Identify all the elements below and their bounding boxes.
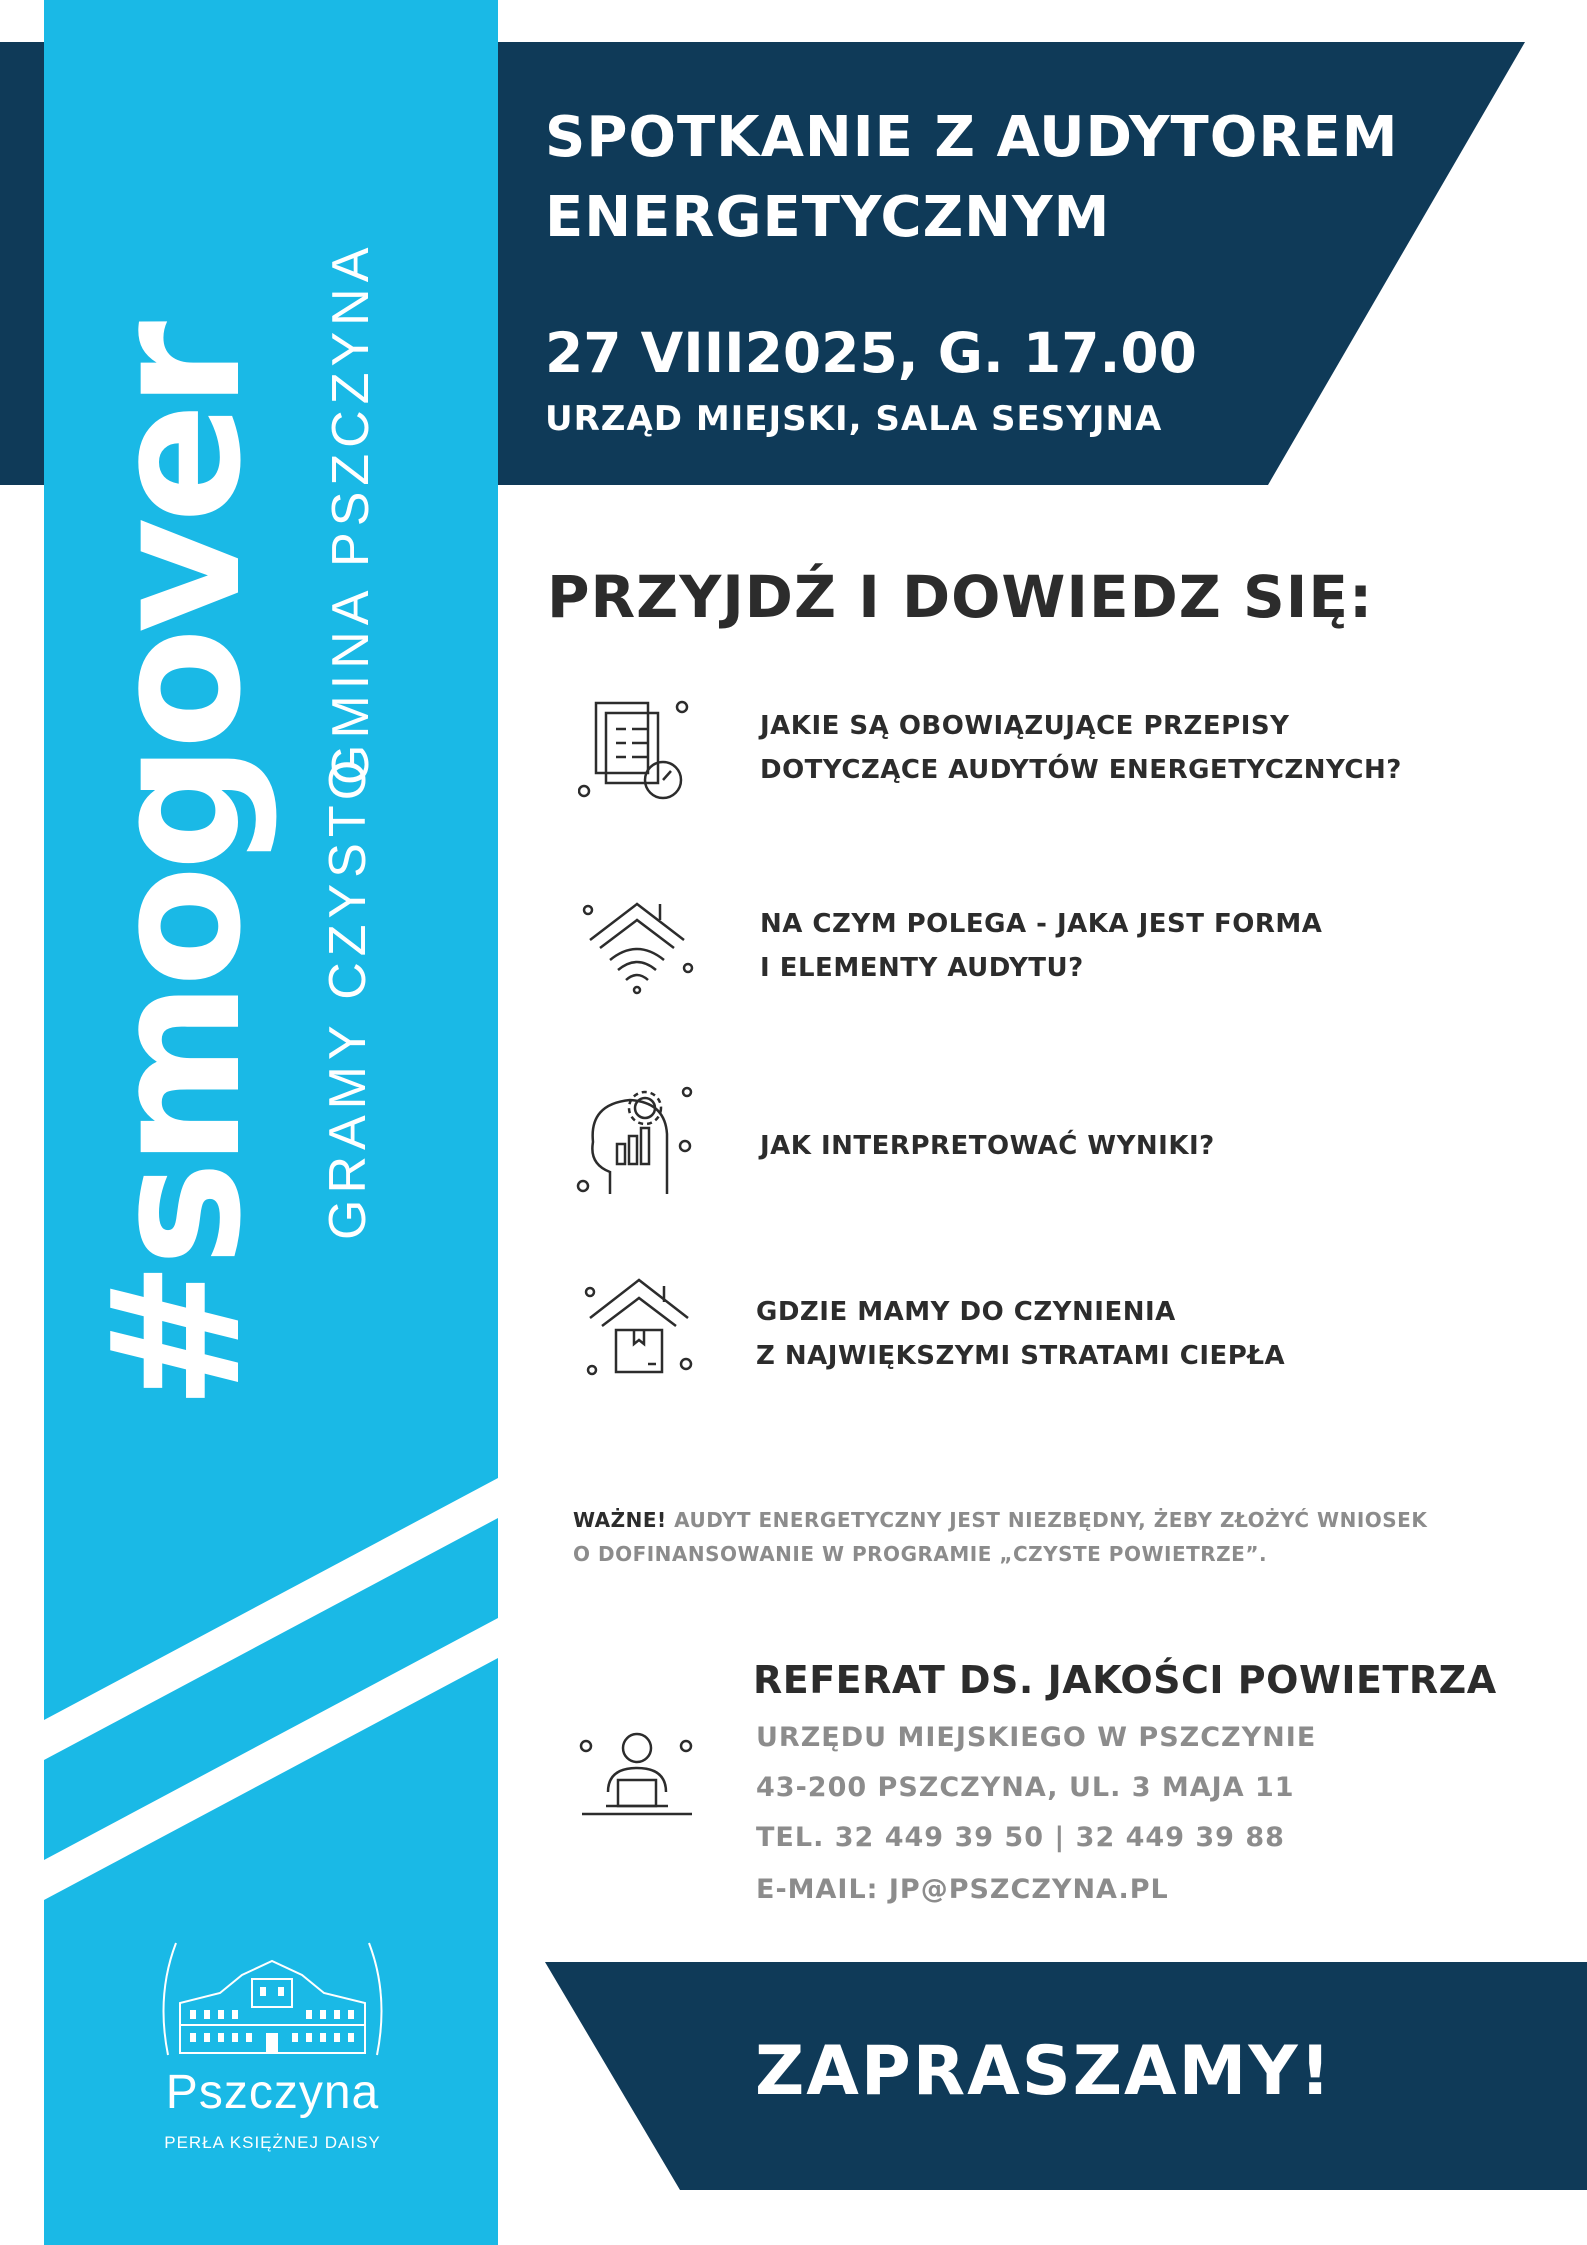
notice-line2: O DOFINANSOWANIE W PROGRAMIE „CZYSTE POWIETRZE”. bbox=[573, 1542, 1268, 1566]
contact-address: 43-200 PSZCZYNA, UL. 3 MAJA 11 bbox=[756, 1772, 1295, 1803]
contact-department: REFERAT DS. JAKOŚCI POWIETRZA bbox=[753, 1658, 1497, 1702]
person-laptop-icon bbox=[578, 1728, 696, 1820]
city-logo-motto: PERŁA KSIĘŻNEJ DAISY bbox=[164, 2133, 381, 2152]
brand-tagline-2: GMINA PSZCZYNA bbox=[322, 241, 380, 785]
event-title-line1: SPOTKANIE Z AUDYTOREM bbox=[545, 105, 1399, 170]
head-gear-chart-icon bbox=[575, 1082, 695, 1202]
smart-home-wifi-icon bbox=[580, 898, 695, 998]
event-title bbox=[545, 98, 1398, 258]
notice-bold: WAŻNE! bbox=[573, 1508, 667, 1532]
city-logo-name: Pszczyna bbox=[165, 2066, 380, 2119]
city-logo bbox=[150, 1935, 395, 2165]
list-item-2-line1: NA CZYM POLEGA - JAKA JEST FORMA bbox=[760, 909, 1323, 939]
main-heading: PRZYJDŹ I DOWIEDZ SIĘ: bbox=[547, 563, 1374, 631]
list-item-1-line1: JAKIE SĄ OBOWIĄZUJĄCE PRZEPISY bbox=[760, 711, 1290, 741]
palace-icon bbox=[150, 1935, 395, 2065]
list-item-3-line1: JAK INTERPRETOWAĆ WYNIKI? bbox=[760, 1131, 1215, 1161]
list-item-2-line2: I ELEMENTY AUDYTU? bbox=[760, 953, 1084, 983]
invite-text: ZAPRASZAMY! bbox=[755, 2032, 1333, 2111]
brand-hashtag: #smogover bbox=[73, 326, 280, 1410]
list-item-4-line2: Z NAJWIĘKSZYMI STRATAMI CIEPŁA bbox=[756, 1341, 1286, 1371]
list-item-2 bbox=[760, 902, 1322, 990]
list-item-1-line2: DOTYCZĄCE AUDYTÓW ENERGETYCZNYCH? bbox=[760, 755, 1402, 785]
list-item-1 bbox=[760, 704, 1402, 792]
brand-tagline-1: GRAMY CZYSTO bbox=[319, 753, 377, 1240]
documents-clock-icon bbox=[578, 695, 693, 807]
contact-email[interactable]: E-MAIL: JP@PSZCZYNA.PL bbox=[756, 1874, 1169, 1905]
house-box-icon bbox=[582, 1272, 697, 1380]
list-item-4-line1: GDZIE MAMY DO CZYNIENIA bbox=[756, 1297, 1176, 1327]
list-item-3 bbox=[760, 1124, 1215, 1168]
event-title-line2: ENERGETYCZNYM bbox=[545, 185, 1111, 250]
event-date-time: 27 VIII2025, G. 17.00 bbox=[545, 321, 1197, 385]
contact-office: URZĘDU MIEJSKIEGO W PSZCZYNIE bbox=[756, 1722, 1317, 1753]
notice-text: AUDYT ENERGETYCZNY JEST NIEZBĘDNY, ŻEBY ZŁOŻYĆ WNIOSEK bbox=[666, 1508, 1428, 1532]
event-location: URZĄD MIEJSKI, SALA SESYJNA bbox=[545, 399, 1163, 439]
contact-phone[interactable]: TEL. 32 449 39 50 | 32 449 39 88 bbox=[756, 1822, 1285, 1853]
list-item-4 bbox=[756, 1290, 1285, 1378]
notice bbox=[573, 1503, 1427, 1571]
